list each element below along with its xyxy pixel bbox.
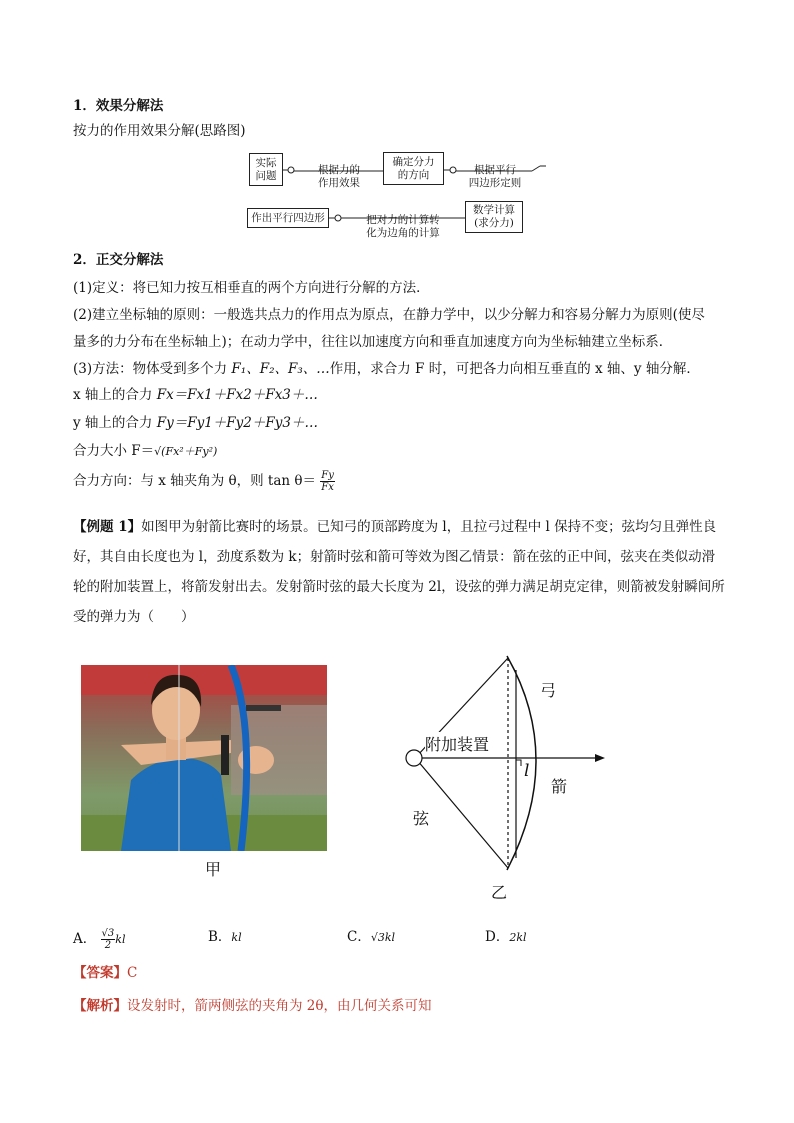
option-c-letter: C． (347, 929, 371, 945)
bow-label: 弓 (540, 681, 557, 700)
option-a-fraction (101, 928, 116, 951)
analysis-text: 设发射时，箭两侧弦的夹角为 2θ，由几何关系可知 (127, 998, 432, 1014)
option-a-denominator: 2 (104, 940, 112, 951)
option-d[interactable] (485, 928, 527, 947)
example-problem (73, 512, 725, 632)
option-a-numerator: √3 (101, 928, 115, 939)
photo-caption: 甲 (205, 860, 222, 879)
direction-fraction (320, 470, 335, 493)
direction-denominator: Fx (321, 482, 334, 493)
magnitude-formula: √(Fx²＋Fy²) (154, 445, 218, 458)
flow-label-by-effect: 根据力的 作用效果 (318, 164, 360, 189)
y-resultant-line (73, 414, 318, 433)
direction-numerator: Fy (321, 470, 334, 481)
answer-tag: 【答案】 (73, 965, 127, 981)
example-tag: 【例题 1】 (73, 519, 142, 535)
option-c-text: √3kl (370, 931, 396, 944)
y-resultant-label: y 轴上的合力 (73, 415, 157, 431)
principle-line-2: 量多的力分布在坐标轴上)；在动力学中，往往以加速度方向和垂直加速度方向为坐标轴建立坐标系． (73, 334, 673, 350)
x-resultant-line (73, 386, 318, 405)
option-a-letter: A． (73, 931, 97, 947)
flow-box-actual-problem: 实际 问题 (249, 153, 283, 186)
section1-title: 1．效果分解法 (73, 98, 164, 114)
arrow-label: 箭 (551, 777, 568, 796)
direction-label: 合力方向：与 x 轴夹角为 θ，则 tan θ＝ (73, 473, 316, 489)
section2-title: 2．正交分解法 (73, 252, 164, 268)
analysis-tag: 【解析】 (73, 998, 127, 1014)
option-c[interactable] (347, 928, 395, 947)
option-d-text: 2kl (509, 931, 527, 944)
magnitude-label: 合力大小 F＝ (73, 443, 155, 459)
flow-box-math-calc: 数学计算 (求分力) (465, 201, 523, 233)
bow-diagram (395, 648, 615, 903)
method-line (73, 360, 700, 379)
answer-value: C (127, 965, 138, 981)
device-label: 附加装置 (425, 732, 489, 755)
option-b-letter: B． (208, 929, 232, 945)
option-b[interactable] (208, 928, 242, 947)
flow-label-parallelogram-rule: 根据平行 四边形定则 (468, 164, 522, 189)
answer-line (73, 964, 137, 983)
flow-label-angle-calc: 把对力的计算转 化为边角的计算 (366, 214, 440, 239)
method-suffix: 作用，求合力 F 时，可把各力向相互垂直的 x 轴、y 轴分解． (329, 361, 700, 377)
analysis-line (73, 997, 432, 1016)
magnitude-line (73, 442, 217, 461)
bow-diagram-figure (395, 648, 615, 903)
definition-text: (1)定义：将已知力按互相垂直的两个方向进行分解的方法． (73, 280, 430, 296)
option-b-text: kl (231, 931, 242, 944)
option-a-rest: kl (115, 933, 126, 946)
length-l-label: l (524, 761, 530, 781)
option-d-letter: D． (485, 929, 510, 945)
method-forces: F₁、F₂、F₃、… (231, 361, 330, 377)
example-text: 如图甲为射箭比赛时的场景。已知弓的顶部跨度为 l，且拉弓过程中 l 保持不变；弦均匀且弹性良好，其自由长度也为 l，劲度系数为 k；射箭时弦和箭可等效为图乙情景：箭在弦的正中间，弦夹在类似动滑轮的附加装置上，将箭发射出去。发射箭时弦的最大长度为 2l，设弦的弹力满足胡克定律，则箭被发射瞬间所受的弹力为（ ） (73, 519, 725, 625)
flow-box-draw-parallelogram: 作出平行四边形 (247, 208, 329, 228)
option-a[interactable] (73, 928, 125, 951)
flow-box-component-direction: 确定分力 的方向 (383, 152, 444, 185)
diagram-caption: 乙 (491, 883, 508, 902)
string-label: 弦 (413, 809, 430, 828)
flow-diagram (240, 146, 560, 238)
direction-line (73, 470, 335, 493)
archery-photo-illustration (81, 665, 327, 851)
x-resultant-label: x 轴上的合力 (73, 387, 157, 403)
x-resultant-formula: Fx＝Fx1＋Fx2＋Fx3＋… (156, 387, 318, 403)
y-resultant-formula: Fy＝Fy1＋Fy2＋Fy3＋… (156, 415, 318, 431)
principle-line-1: (2)建立坐标轴的原则：一般选共点力的作用点为原点，在静力学中，以少分解力和容易分解力为原则(使尽 (73, 307, 705, 323)
method-prefix: (3)方法：物体受到多个力 (73, 361, 232, 377)
section1-subtitle: 按力的作用效果分解(思路图) (73, 123, 246, 139)
archery-photo (81, 665, 327, 851)
